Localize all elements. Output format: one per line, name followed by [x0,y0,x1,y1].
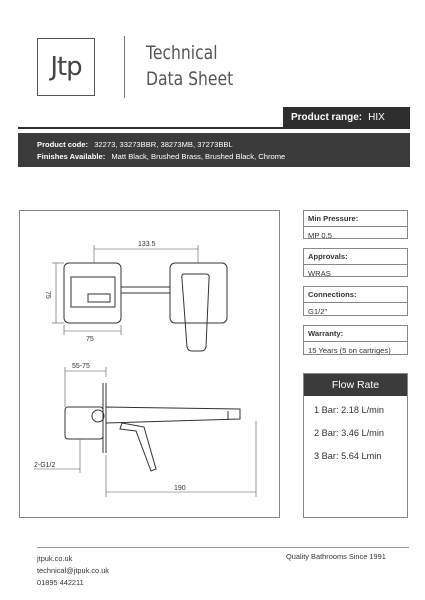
front-plate-left [64,263,121,323]
product-range-bar [283,107,410,127]
drawing-svg [20,211,281,519]
title-line-1: Technical [146,42,218,64]
footer-website-link[interactable]: jtpuk.co.uk [37,554,73,563]
flow-rate-item: 2 Bar: 3.46 L/min [314,428,384,438]
dim-width-top: 133.5 [138,241,156,248]
title-line-2: Data Sheet [146,68,234,90]
connections-value: G1/2" [308,307,328,316]
footer-divider [37,547,409,548]
finishes-row [37,152,410,164]
header-divider [124,36,125,98]
dim-height-left: 75 [44,291,51,299]
product-code-value: 32273, 33273BBR, 38273MB, 37273BBL [94,140,233,149]
front-spout-outlet [88,294,110,302]
flow-rate-title: Flow Rate [304,374,407,396]
side-spout [106,407,240,423]
jtp-logo [37,38,95,96]
flow-rate-panel [303,373,408,518]
footer-contact [37,553,109,589]
spec-approvals [303,248,408,277]
footer-email-link[interactable]: technical@jtpuk.co.uk [37,566,110,575]
product-range-value: HIX [368,111,385,123]
footer-phone: 01895 442211 [37,578,84,587]
spec-min-pressure [303,210,408,239]
warranty-label: Warranty: [304,329,407,342]
approvals-label: Approvals: [304,252,407,265]
dim-plate: 75 [86,336,94,343]
front-plate-right [170,263,227,323]
min-pressure-label: Min Pressure: [304,214,407,227]
warranty-value: 15 Years (5 on cartriges) [308,346,391,355]
product-code-row [37,140,410,152]
dim-thread: 2-G1/2 [34,462,56,469]
range-underline [18,127,410,129]
product-info-bar [18,133,410,167]
page-title [146,40,233,92]
logo-text: Jtp [50,52,82,82]
spec-warranty [303,325,408,355]
connections-label: Connections: [304,290,407,303]
approvals-value: WRAS [308,269,331,278]
flow-rate-item: 3 Bar: 5.64 Lmin [314,451,382,461]
technical-drawing [19,210,280,518]
min-pressure-value: MP 0.5 [308,231,332,240]
front-lever-handle [182,274,209,351]
footer-tagline: Quality Bathrooms Since 1991 [286,552,386,561]
side-valve-body [65,407,103,439]
side-lever [120,423,156,471]
dim-depth: 55-75 [72,363,90,370]
product-range-label: Product range: [291,111,363,123]
spec-connections [303,286,408,316]
finishes-label: Finishes Available: [37,152,106,161]
product-code-label: Product code: [37,140,89,149]
dim-spout: 190 [174,485,186,492]
finishes-value: Matt Black, Brushed Brass, Brushed Black, Chrome [111,152,286,161]
flow-rate-item: 1 Bar: 2.18 L/min [314,405,384,415]
